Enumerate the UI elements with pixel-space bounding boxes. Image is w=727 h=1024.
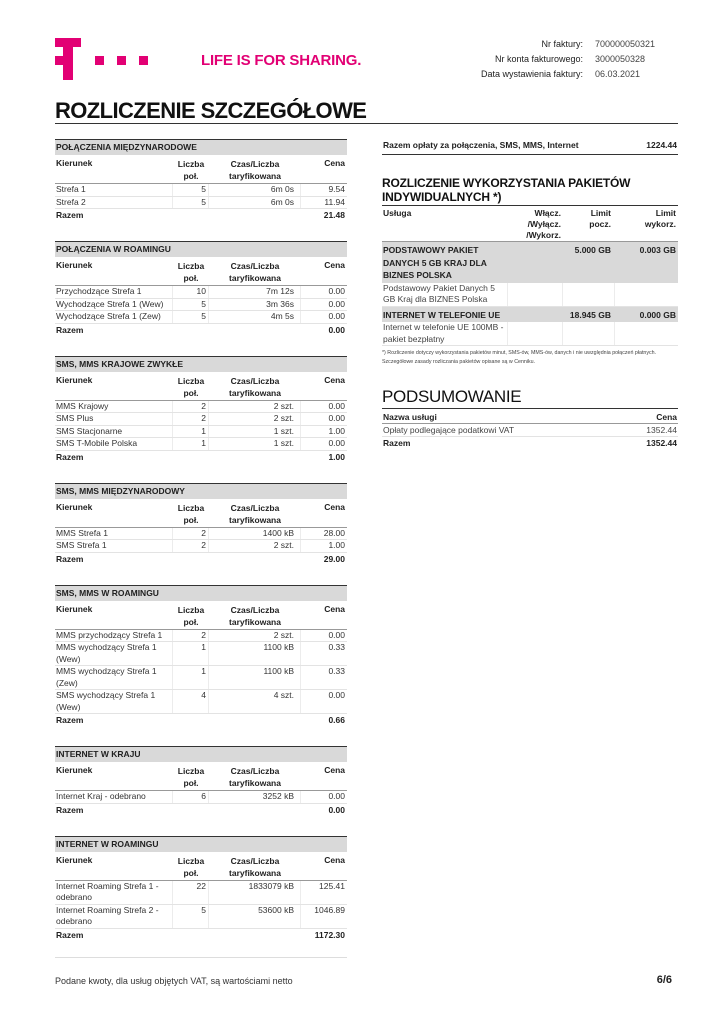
detail-section xyxy=(55,585,347,728)
col-liczba xyxy=(173,260,209,284)
section-total-value: 1172.30 xyxy=(314,929,345,940)
section-title: POŁĄCZENIA W ROAMINGU xyxy=(55,241,347,257)
table-row xyxy=(55,401,347,414)
col-cena: Cena xyxy=(324,854,345,865)
col-liczba-line1: Liczba xyxy=(177,159,205,169)
col-limit-start xyxy=(563,208,615,241)
row-price: 1.00 xyxy=(328,540,345,550)
table-row xyxy=(55,413,347,426)
col-czas xyxy=(209,604,301,628)
row-count: 1 xyxy=(173,426,209,438)
row-time: 3m 36s xyxy=(209,299,301,311)
col-czas-line2: taryfikowana xyxy=(229,514,281,525)
row-price: 0.00 xyxy=(328,413,345,423)
col-service-name: Nazwa usługi xyxy=(383,412,437,422)
col-liczba-line2: poł. xyxy=(183,514,199,525)
summary-row-price: 1352.44 xyxy=(646,425,677,435)
section-column-header xyxy=(55,499,347,528)
row-price: 9.54 xyxy=(328,184,345,194)
col-kierunek: Kierunek xyxy=(56,374,93,385)
table-row xyxy=(55,438,347,451)
row-count: 4 xyxy=(173,690,209,713)
section-total-label: Razem xyxy=(56,324,84,335)
row-time: 6m 0s xyxy=(209,184,301,196)
package-detail-cell xyxy=(508,283,563,306)
col-limit-used xyxy=(615,208,678,241)
col-cena: Cena xyxy=(324,765,345,775)
table-row xyxy=(55,642,347,666)
row-time: 1100 kB xyxy=(209,666,301,689)
row-price: 0.00 xyxy=(328,791,345,801)
row-direction: Przychodzące Strefa 1 xyxy=(55,286,173,298)
col-czas-line2: taryfikowana xyxy=(229,387,281,398)
row-direction: SMS Stacjonarne xyxy=(55,426,173,438)
section-column-header xyxy=(55,372,347,401)
detail-section xyxy=(55,836,347,942)
row-count: 1 xyxy=(173,438,209,450)
section-column-header xyxy=(55,257,347,286)
col-liczba-line1: Liczba xyxy=(177,766,205,776)
section-title: SMS, MMS KRAJOWE ZWYKŁE xyxy=(55,356,347,372)
packages-column-header xyxy=(382,206,678,242)
col-liczba xyxy=(173,158,209,182)
package-name: PODSTAWOWY PAKIET DANYCH 5 GB KRAJ DLA BIZNES POLSKA xyxy=(383,245,487,280)
meta-value: 3000050328 xyxy=(595,54,646,64)
section-total-row xyxy=(55,929,347,942)
section-title: SMS, MMS W ROAMINGU xyxy=(55,585,347,601)
col-wlacz-line3: /Wykorz. xyxy=(526,230,561,240)
col-liczba xyxy=(173,502,209,526)
section-title: INTERNET W KRAJU xyxy=(55,746,347,762)
row-price: 1.00 xyxy=(328,425,345,436)
table-row xyxy=(55,690,347,714)
row-time: 2 szt. xyxy=(209,630,301,642)
package-detail-cell xyxy=(615,322,678,345)
col-cena: Cena xyxy=(324,501,345,512)
section-total-row xyxy=(55,451,347,464)
col-cena: Cena xyxy=(324,158,345,168)
slogan: LIFE IS FOR SHARING. xyxy=(201,52,362,69)
row-price: 0.00 xyxy=(328,400,345,411)
section-total-label: Razem xyxy=(56,451,84,462)
meta-label: Nr konta fakturowego: xyxy=(494,54,583,64)
row-direction: Wychodzące Strefa 1 (Wew) xyxy=(55,299,173,311)
col-czas xyxy=(209,260,301,284)
row-count: 2 xyxy=(173,528,209,540)
package-detail: Podstawowy Pakiet Danych 5 GB Kraj dla BIZNES Polska xyxy=(382,283,508,306)
invoice-meta xyxy=(420,37,680,82)
row-count: 5 xyxy=(173,299,209,311)
col-czas-line1: Czas/Liczba xyxy=(230,855,280,866)
row-count: 6 xyxy=(173,791,209,803)
row-direction: Internet Kraj - odebrano xyxy=(55,791,173,803)
row-price: 0.00 xyxy=(328,629,345,640)
row-time: 2 szt. xyxy=(209,413,301,425)
row-price: 28.00 xyxy=(323,527,345,538)
row-direction: Internet Roaming Strefa 1 - odebrano xyxy=(55,881,173,904)
package-limit-start: 18.945 GB xyxy=(569,309,611,320)
col-czas xyxy=(209,158,301,182)
row-price: 0.00 xyxy=(328,286,345,296)
col-wlacz-line1: Włącz. xyxy=(534,208,561,218)
row-direction: MMS Krajowy xyxy=(55,401,173,413)
col-kierunek: Kierunek xyxy=(56,603,93,614)
col-limitw-line1: Limit xyxy=(655,208,676,218)
package-band xyxy=(382,307,678,323)
row-direction: MMS wychodzący Strefa 1 (Wew) xyxy=(55,642,173,665)
row-direction: MMS wychodzący Strefa 1 (Zew) xyxy=(55,666,173,689)
package-limit-used: 0.003 GB xyxy=(639,245,676,255)
section-total-row xyxy=(55,804,347,817)
footer-divider xyxy=(55,957,347,958)
package-limit-start: 5.000 GB xyxy=(574,245,611,255)
package-band xyxy=(382,242,678,283)
section-total-value: 21.48 xyxy=(323,210,345,220)
title-divider xyxy=(55,123,678,124)
row-time: 6m 0s xyxy=(209,197,301,209)
col-liczba-line2: poł. xyxy=(183,387,199,398)
col-limitw-line2: wykorz. xyxy=(644,219,676,229)
section-title: INTERNET W ROAMINGU xyxy=(55,836,347,852)
row-price: 125.41 xyxy=(319,880,345,891)
row-price: 0.00 xyxy=(328,438,345,448)
row-direction: MMS przychodzący Strefa 1 xyxy=(55,630,173,642)
summary-total-row xyxy=(382,437,678,449)
col-czas-line1: Czas/Liczba xyxy=(230,766,280,776)
detail-section xyxy=(55,139,347,222)
row-time: 1833079 kB xyxy=(209,881,301,904)
col-czas xyxy=(209,855,301,879)
summary-total-label: Razem xyxy=(383,438,411,448)
col-liczba xyxy=(173,604,209,628)
row-time: 7m 12s xyxy=(209,286,301,298)
row-time: 53600 kB xyxy=(209,905,301,928)
col-cena: Cena xyxy=(324,260,345,270)
meta-label: Nr faktury: xyxy=(541,39,583,49)
detail-section xyxy=(55,483,347,566)
row-count: 2 xyxy=(173,630,209,642)
charges-summary-row xyxy=(382,138,678,155)
section-total-label: Razem xyxy=(56,929,84,940)
row-direction: SMS Strefa 1 xyxy=(55,540,173,552)
col-liczba xyxy=(173,375,209,399)
package-detail-cell xyxy=(615,283,678,306)
row-count: 10 xyxy=(173,286,209,298)
table-row xyxy=(55,528,347,541)
row-price: 0.33 xyxy=(328,642,345,652)
col-kierunek: Kierunek xyxy=(56,158,93,168)
footer-note: Podane kwoty, dla usług objętych VAT, są wartościami netto xyxy=(55,976,293,986)
row-count: 22 xyxy=(173,881,209,904)
section-title: POŁĄCZENIA MIĘDZYNARODOWE xyxy=(55,139,347,155)
row-price: 0.00 xyxy=(328,690,345,700)
page-number: 6/6 xyxy=(656,974,672,986)
col-price: Cena xyxy=(656,412,677,422)
row-time: 1100 kB xyxy=(209,642,301,665)
section-total-row xyxy=(55,553,347,566)
col-liczba-line1: Liczba xyxy=(177,604,205,615)
col-czas-line1: Czas/Liczba xyxy=(230,261,280,271)
col-liczba-line1: Liczba xyxy=(177,261,205,271)
col-kierunek: Kierunek xyxy=(56,854,93,865)
col-cena: Cena xyxy=(324,603,345,614)
section-total-value: 0.00 xyxy=(328,804,345,815)
detail-sections xyxy=(55,139,347,961)
row-count: 5 xyxy=(173,197,209,209)
row-time: 2 szt. xyxy=(209,540,301,552)
row-time: 1 szt. xyxy=(209,438,301,450)
summary-total-value: 1352.44 xyxy=(646,438,677,448)
row-count: 2 xyxy=(173,413,209,425)
packages-title: ROZLICZENIE WYKORZYSTANIA PAKIETÓW INDYWIDUALNYCH *) xyxy=(382,176,631,204)
table-row xyxy=(55,311,347,324)
section-total-row xyxy=(55,209,347,222)
col-liczba-line2: poł. xyxy=(183,867,199,878)
row-direction: Wychodzące Strefa 1 (Zew) xyxy=(55,311,173,323)
section-title: SMS, MMS MIĘDZYNARODOWY xyxy=(55,483,347,499)
package-limit-used: 0.000 GB xyxy=(639,309,676,320)
table-row xyxy=(55,540,347,553)
table-row xyxy=(55,905,347,929)
section-total-value: 0.66 xyxy=(328,715,345,725)
section-total-value: 0.00 xyxy=(328,324,345,335)
col-czas-line2: taryfikowana xyxy=(229,273,281,283)
row-price: 0.00 xyxy=(328,298,345,309)
col-czas-line2: taryfikowana xyxy=(229,616,281,627)
row-time: 4 szt. xyxy=(209,690,301,713)
row-time: 2 szt. xyxy=(209,401,301,413)
row-time: 3252 kB xyxy=(209,791,301,803)
col-czas-line1: Czas/Liczba xyxy=(230,502,280,513)
section-total-label: Razem xyxy=(56,715,84,725)
row-count: 5 xyxy=(173,905,209,928)
row-direction: SMS Plus xyxy=(55,413,173,425)
page-title: ROZLICZENIE SZCZEGÓŁOWE xyxy=(55,98,367,123)
table-row xyxy=(55,184,347,197)
packages-footnote: *) Rozliczenie dotyczy wykorzystania pakietów minut, SMS-ów, MMS-ów, danych i nie uwzględnia połączeń płatnych. Szczegółowe zasady rozliczania pakietów opisane są w Cenniku. xyxy=(382,350,657,365)
row-count: 2 xyxy=(173,401,209,413)
col-kierunek: Kierunek xyxy=(56,501,93,512)
section-total-label: Razem xyxy=(56,804,84,815)
col-cena: Cena xyxy=(324,374,345,385)
section-total-label: Razem xyxy=(56,553,84,564)
package-toggle xyxy=(508,244,563,282)
t-mobile-logo xyxy=(55,38,155,82)
section-column-header xyxy=(55,601,347,630)
section-total-label: Razem xyxy=(56,210,84,220)
row-time: 4m 5s xyxy=(209,311,301,323)
col-limit-line1: Limit xyxy=(590,208,611,218)
col-wlacz xyxy=(508,208,563,241)
table-row xyxy=(55,299,347,312)
col-czas-line2: taryfikowana xyxy=(229,778,281,788)
col-liczba-line2: poł. xyxy=(183,273,199,283)
col-limit-line2: pocz. xyxy=(589,219,611,229)
table-row xyxy=(55,197,347,210)
charges-summary-value: 1224.44 xyxy=(646,140,677,150)
col-czas-line2: taryfikowana xyxy=(229,171,281,181)
package-toggle xyxy=(508,309,563,322)
section-column-header xyxy=(55,852,347,881)
col-czas xyxy=(209,502,301,526)
row-count: 5 xyxy=(173,311,209,323)
charges-summary-label: Razem opłaty za połączenia, SMS, MMS, Internet xyxy=(383,140,579,150)
row-direction: SMS wychodzący Strefa 1 (Wew) xyxy=(55,690,173,713)
section-total-row xyxy=(55,324,347,337)
package-detail: Internet w telefonie UE 100MB - pakiet bezpłatny xyxy=(382,322,508,345)
detail-section xyxy=(55,356,347,464)
col-czas-line1: Czas/Liczba xyxy=(230,375,280,386)
package-detail-row xyxy=(382,322,678,346)
col-kierunek: Kierunek xyxy=(56,260,93,270)
meta-issue-date xyxy=(420,67,680,82)
col-czas-line1: Czas/Liczba xyxy=(230,159,280,169)
section-column-header xyxy=(55,155,347,184)
table-row xyxy=(55,666,347,690)
table-row xyxy=(55,426,347,439)
table-row xyxy=(55,286,347,299)
summary-title: PODSUMOWANIE xyxy=(382,387,522,406)
row-direction: Internet Roaming Strefa 2 - odebrano xyxy=(55,905,173,928)
row-price: 0.00 xyxy=(328,311,345,321)
row-direction: SMS T-Mobile Polska xyxy=(55,438,173,450)
meta-invoice-number xyxy=(420,37,680,52)
section-total-value: 1.00 xyxy=(328,451,345,462)
col-liczba-line2: poł. xyxy=(183,616,199,627)
package-detail-cell xyxy=(563,283,615,306)
row-direction: Strefa 2 xyxy=(55,197,173,209)
table-row xyxy=(55,630,347,643)
row-time: 1 szt. xyxy=(209,426,301,438)
col-liczba xyxy=(173,855,209,879)
right-column xyxy=(382,138,678,449)
row-price: 0.33 xyxy=(328,666,345,676)
col-czas xyxy=(209,765,301,789)
col-liczba-line2: poł. xyxy=(183,778,199,788)
detail-section xyxy=(55,746,347,817)
row-time: 1400 kB xyxy=(209,528,301,540)
col-czas-line1: Czas/Liczba xyxy=(230,604,280,615)
package-name: INTERNET W TELEFONIE UE xyxy=(383,309,501,320)
row-count: 1 xyxy=(173,642,209,665)
col-liczba-line2: poł. xyxy=(183,171,199,181)
row-price: 1046.89 xyxy=(314,904,345,915)
section-column-header xyxy=(55,762,347,791)
table-row xyxy=(55,881,347,905)
row-count: 2 xyxy=(173,540,209,552)
package-detail-cell xyxy=(508,322,563,345)
col-wlacz-line2: /Wyłącz. xyxy=(527,219,561,229)
detail-section xyxy=(55,241,347,337)
meta-value: 06.03.2021 xyxy=(595,69,641,79)
package-detail-cell xyxy=(563,322,615,345)
col-usluga: Usługa xyxy=(383,208,412,218)
row-price: 11.94 xyxy=(324,196,345,207)
row-direction: MMS Strefa 1 xyxy=(55,528,173,540)
meta-account-number xyxy=(420,52,680,67)
summary-column-header xyxy=(382,409,678,424)
section-total-value: 29.00 xyxy=(323,553,345,564)
summary-row xyxy=(382,424,678,437)
col-czas xyxy=(209,375,301,399)
summary-row-name: Opłaty podlegające podatkowi VAT xyxy=(383,425,515,435)
row-count: 1 xyxy=(173,666,209,689)
meta-label: Data wystawienia faktury: xyxy=(480,69,583,79)
col-liczba xyxy=(173,765,209,789)
meta-value: 700000050321 xyxy=(595,39,656,49)
col-liczba-line1: Liczba xyxy=(177,502,205,513)
package-detail-row xyxy=(382,283,678,307)
col-liczba-line1: Liczba xyxy=(177,375,205,386)
col-liczba-line1: Liczba xyxy=(177,855,205,866)
table-row xyxy=(55,791,347,804)
row-direction: Strefa 1 xyxy=(55,184,173,196)
section-total-row xyxy=(55,714,347,727)
col-kierunek: Kierunek xyxy=(56,765,93,775)
col-czas-line2: taryfikowana xyxy=(229,867,281,878)
row-count: 5 xyxy=(173,184,209,196)
